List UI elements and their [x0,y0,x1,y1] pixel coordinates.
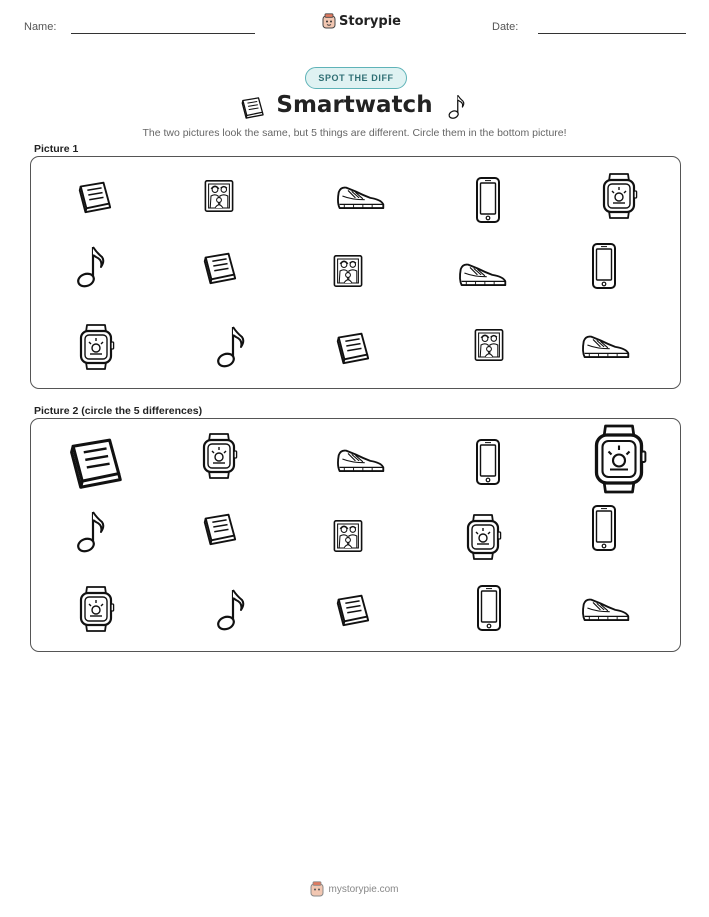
music-note-icon [74,243,106,291]
notebook-icon [200,248,238,286]
brand-logo [322,13,401,29]
phone-icon [589,242,619,290]
sneaker-icon [335,179,387,213]
sneaker-icon [580,328,632,362]
phone-icon [474,584,504,632]
family-photo-icon [332,253,364,289]
footer-url: mystorypie.com [328,883,399,895]
smartwatch-icon [76,323,116,371]
date-label: Date: [492,21,519,33]
family-photo-icon [332,518,364,554]
phone-icon [473,176,503,224]
phone-icon [473,438,503,486]
music-note-icon [74,508,106,556]
footer [0,881,709,897]
phone-icon [589,504,619,552]
music-note-icon [214,323,246,371]
notebook-icon [333,328,371,366]
storypie-mascot-icon [322,13,336,29]
family-photo-icon [203,178,235,214]
music-note-icon [446,93,466,121]
smartwatch-icon [76,585,116,633]
notebook-icon [64,431,125,492]
smartwatch-icon [463,513,503,561]
sneaker-icon [580,591,632,625]
notebook-icon [333,590,371,628]
name-field-line[interactable] [71,33,255,34]
brand-name: Storypie [339,13,401,29]
date-field-line[interactable] [538,33,686,34]
smartwatch-icon [599,172,639,220]
page-title: Smartwatch [276,92,433,118]
notebook-icon [200,509,238,547]
instructions: The two pictures look the same, but 5 things are different. Circle them in the bottom picture! [142,127,567,139]
music-note-icon [214,586,246,634]
spot-the-diff-badge: SPOT THE DIFF [305,67,407,89]
smartwatch-icon [199,432,239,480]
smartwatch-icon [589,423,649,495]
picture-1-label: Picture 1 [34,143,79,155]
storypie-mascot-icon [310,881,324,897]
family-photo-icon [473,327,505,363]
sneaker-icon [457,256,509,290]
notebook-icon [75,177,113,215]
sneaker-icon [335,442,387,476]
name-label: Name: [24,21,57,33]
picture-2-label: Picture 2 (circle the 5 differences) [34,405,203,417]
